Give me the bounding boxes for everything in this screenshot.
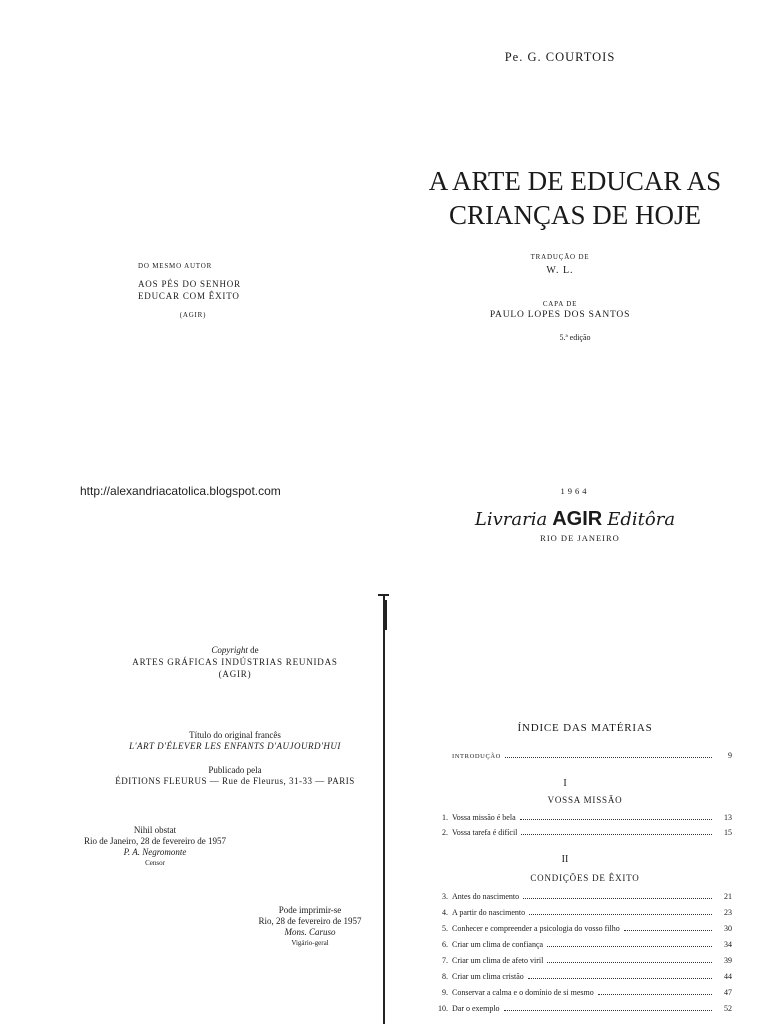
publisher-brand: AGIR: [552, 508, 603, 530]
original-title-label: Título do original francês: [189, 730, 281, 740]
toc-row: [418, 908, 732, 920]
toc-num: 5.: [442, 924, 448, 933]
other-books-publisher: (AGIR): [179, 311, 207, 319]
toc-leader: [523, 898, 712, 899]
edition-number: 5.ª edição: [559, 333, 591, 342]
copyright-holder-line-1: ARTES GRÁFICAS INDÚSTRIAS REUNIDAS: [132, 657, 338, 667]
toc-label: Vossa missão é bela: [452, 813, 516, 822]
toc-label: Antes do nascimento: [452, 892, 520, 901]
toc-row: [418, 828, 732, 840]
toc-page: 9: [728, 751, 732, 760]
part-title: VOSSA MISSÃO: [547, 795, 623, 805]
other-book-2: EDUCAR COM ÊXITO: [138, 291, 240, 301]
toc-label: Conhecer e compreender a psicologia do vosso filho: [452, 924, 620, 933]
toc-label: Conservar a calma e o domínio de si mesmo: [452, 988, 594, 997]
part-title: CONDIÇÕES DE ÊXITO: [530, 873, 640, 883]
author-name: Pe. G. COURTOIS: [504, 50, 616, 64]
toc-page: 39: [724, 956, 732, 965]
toc-num: 7.: [442, 956, 448, 965]
toc-row: [418, 972, 732, 984]
imprimatur-block: [195, 905, 425, 949]
publisher-word-livraria: Livraria: [474, 509, 548, 530]
nihil-obstat-block: [45, 825, 265, 869]
toc-row: [418, 988, 732, 1000]
book-title-line-2: CRIANÇAS DE HOJE: [448, 200, 702, 230]
toc-label: INTRODUÇÃO: [452, 753, 501, 760]
cover-label: CAPA DE: [542, 300, 578, 308]
publication-year: 1964: [560, 486, 590, 496]
imprimatur: Pode imprimir-se: [278, 905, 342, 915]
toc-leader: [547, 946, 712, 947]
toc-page: 30: [724, 924, 732, 933]
censor-name: P. A. Negromonte: [123, 847, 187, 857]
index-title: ÍNDICE DAS MATÉRIAS: [517, 722, 653, 734]
copyright-holder-line-2: (AGIR): [218, 669, 252, 679]
toc-row: [418, 940, 732, 952]
original-title: L'ART D'ÉLEVER LES ENFANTS D'AUJOURD'HUI: [129, 741, 341, 751]
toc-leader: [521, 834, 712, 835]
translator-name: W. L.: [546, 265, 574, 276]
toc-row: [418, 813, 732, 825]
toc-num: 6.: [442, 940, 448, 949]
toc-label: Vossa tarefa é difícil: [452, 828, 518, 837]
toc-page: 13: [724, 813, 732, 822]
publisher-logo: [440, 508, 710, 531]
publisher-city: RIO DE JANEIRO: [540, 533, 620, 543]
published-by: ÉDITIONS FLEURUS — Rue de Fleurus, 31-33 — PARIS: [115, 776, 355, 786]
toc-row: [418, 892, 732, 904]
other-book-1: AOS PÉS DO SENHOR: [138, 279, 241, 289]
nihil-obstat: Nihil obstat: [133, 825, 177, 835]
toc-label: Criar um clima cristão: [452, 972, 524, 981]
toc-page: 23: [724, 908, 732, 917]
copyright-word: Copyright: [211, 645, 248, 655]
copyright-label: [110, 645, 360, 655]
toc-num: 10.: [438, 1004, 448, 1013]
toc-leader: [528, 978, 712, 979]
toc-row: [418, 1004, 732, 1016]
toc-label: Criar um clima de confiança: [452, 940, 544, 949]
toc-page: 44: [724, 972, 732, 981]
toc-num: 1.: [442, 813, 448, 822]
toc-leader: [547, 962, 712, 963]
published-by-label: Publicado pela: [208, 765, 262, 775]
same-author-label: DO MESMO AUTOR: [138, 262, 213, 270]
other-books-list: [138, 278, 338, 302]
toc-page: 21: [724, 892, 732, 901]
toc-page: 34: [724, 940, 732, 949]
imprimatur-date: Rio, 28 de fevereiro de 1957: [258, 916, 362, 926]
toc-row: [418, 924, 732, 936]
toc-leader: [505, 757, 712, 758]
toc-num: 9.: [442, 988, 448, 997]
nihil-obstat-date: Rio de Janeiro, 28 de fevereiro de 1957: [84, 836, 226, 846]
toc-row-intro: [418, 751, 732, 763]
cover-artist: PAULO LOPES DOS SANTOS: [489, 310, 631, 320]
toc-leader: [598, 994, 712, 995]
toc-row: [418, 956, 732, 968]
toc-label: Dar o exemplo: [452, 1004, 500, 1013]
toc-label: Criar um clima de afeto viril: [452, 956, 544, 965]
toc-leader: [624, 930, 712, 931]
book-title: [400, 164, 750, 232]
copyright-holder: [70, 656, 400, 680]
toc-num: 3.: [442, 892, 448, 901]
part-number: II: [561, 854, 569, 865]
toc-leader: [504, 1010, 712, 1011]
toc-num: 8.: [442, 972, 448, 981]
toc-label: A partir do nascimento: [452, 908, 526, 917]
toc-num: 4.: [442, 908, 448, 917]
vicar-role: Vigário-geral: [291, 939, 329, 947]
translation-label: TRADUÇÃO DE: [530, 253, 590, 261]
source-url: http://alexandriacatolica.blogspot.com: [80, 484, 281, 498]
publisher-word-editora: Editôra: [607, 509, 676, 530]
book-title-line-1: A ARTE DE EDUCAR AS: [428, 166, 722, 196]
toc-num: 2.: [442, 828, 448, 837]
toc-page: 15: [724, 828, 732, 837]
toc-page: 52: [724, 1004, 732, 1013]
copyright-de: de: [250, 645, 259, 655]
part-number: I: [563, 778, 567, 789]
toc-page: 47: [724, 988, 732, 997]
toc-leader: [529, 914, 712, 915]
vicar-name: Mons. Caruso: [284, 927, 336, 937]
toc-leader: [520, 819, 712, 820]
censor-role: Censor: [145, 859, 165, 867]
